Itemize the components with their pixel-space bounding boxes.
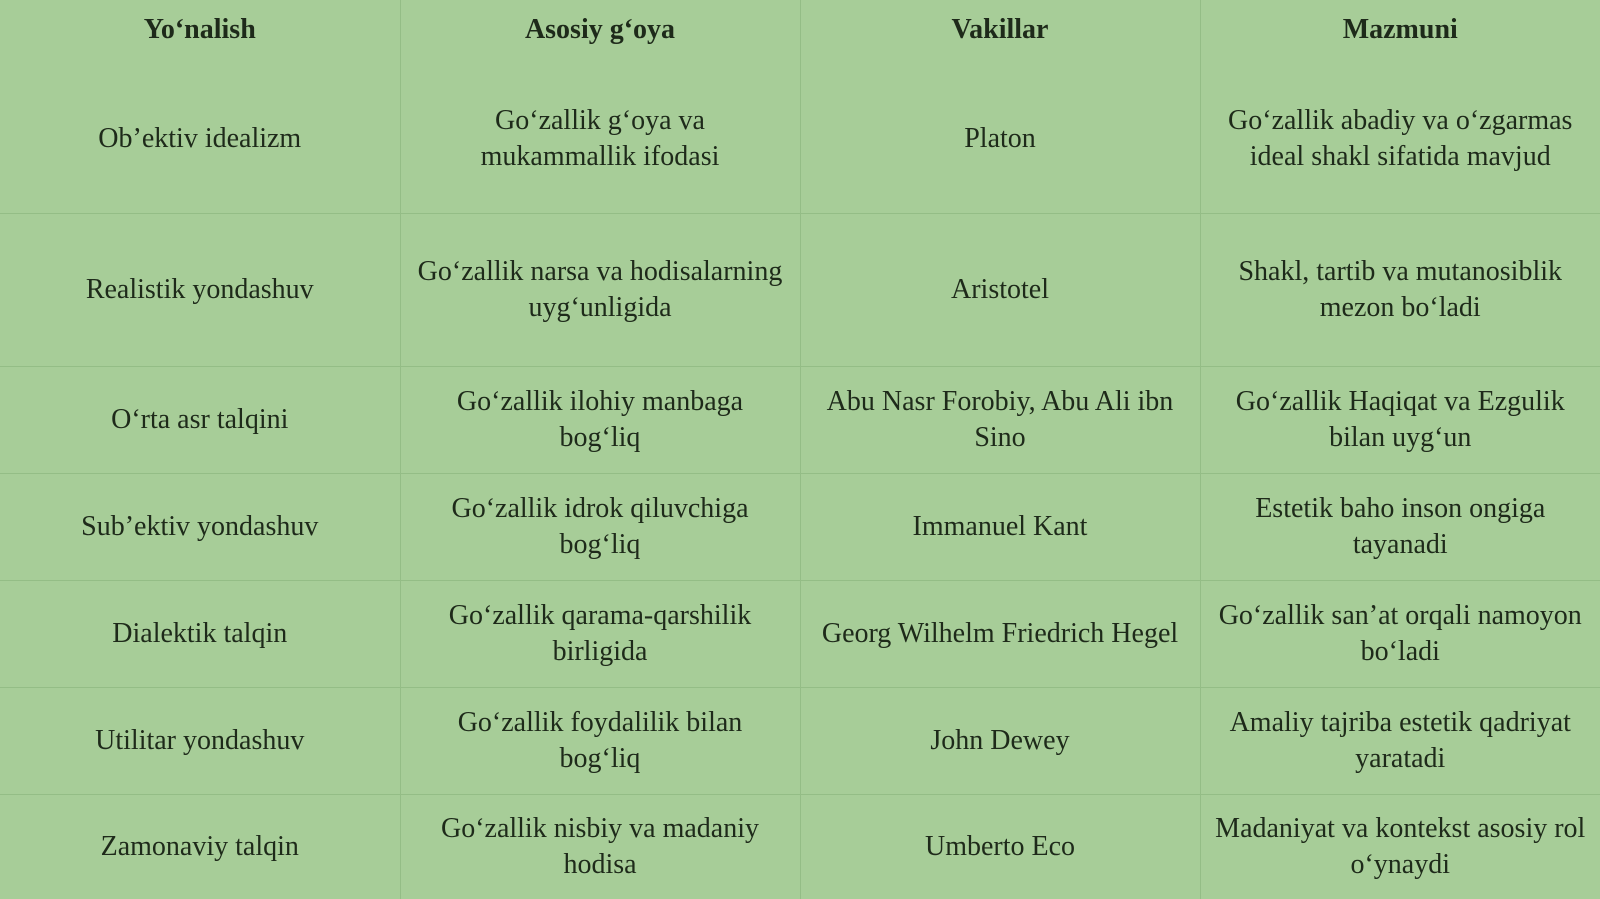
table-row <box>0 687 1600 794</box>
cell-direction: O‘rta asr talqini <box>0 366 400 473</box>
table-row <box>0 366 1600 473</box>
cell-main-idea: Go‘zallik idrok qiluvchiga bog‘liq <box>400 473 800 580</box>
cell-direction: Ob’ektiv idealizm <box>0 66 400 213</box>
cell-main-idea: Go‘zallik narsa va hodisalarning uyg‘unligida <box>400 213 800 366</box>
cell-main-idea: Go‘zallik ilohiy manbaga bog‘liq <box>400 366 800 473</box>
cell-content: Amaliy tajriba estetik qadriyat yaratadi <box>1200 687 1600 794</box>
cell-representatives: Aristotel <box>800 213 1200 366</box>
column-header-content: Mazmuni <box>1342 14 1458 45</box>
table-row <box>0 213 1600 366</box>
cell-content: Madaniyat va kontekst asosiy rol o‘ynaydi <box>1215 812 1586 880</box>
table-row <box>0 794 1600 899</box>
cell-content: Go‘zallik san’at orqali namoyon bo‘ladi <box>1200 580 1600 687</box>
cell-representatives: Abu Nasr Forobiy, Abu Ali ibn Sino <box>800 366 1200 473</box>
cell-direction: Dialektik talqin <box>0 580 400 687</box>
cell-content: Go‘zallik Haqiqat va Ezgulik bilan uyg‘un <box>1200 366 1600 473</box>
table-row <box>0 473 1600 580</box>
cell-direction: Zamonaviy talqin <box>0 794 400 899</box>
table-row <box>0 580 1600 687</box>
cell-content: Estetik baho inson ongiga tayanadi <box>1200 473 1600 580</box>
cell-direction: Realistik yondashuv <box>0 213 400 366</box>
cell-content: Shakl, tartib va mutanosiblik mezon bo‘ladi <box>1200 213 1600 366</box>
cell-representatives: John Dewey <box>800 687 1200 794</box>
cell-representatives: Georg Wilhelm Friedrich Hegel <box>800 580 1200 687</box>
cell-main-idea: Go‘zallik qarama-qarshilik birligida <box>400 580 800 687</box>
column-header-main-idea: Asosiy g‘oya <box>400 0 800 66</box>
cell-direction: Utilitar yondashuv <box>0 687 400 794</box>
cell-main-idea: Go‘zallik foydalilik bilan bog‘liq <box>400 687 800 794</box>
table-row <box>0 66 1600 213</box>
cell-representatives: Umberto Eco <box>800 794 1200 899</box>
cell-main-idea: Go‘zallik nisbiy va madaniy hodisa <box>400 794 800 899</box>
column-header-representatives: Vakillar <box>800 0 1200 66</box>
cell-representatives: Platon <box>800 66 1200 213</box>
cell-main-idea: Go‘zallik g‘oya va mukammallik ifodasi <box>400 66 800 213</box>
cell-representatives: Immanuel Kant <box>800 473 1200 580</box>
column-header-direction: Yo‘nalish <box>0 0 400 66</box>
cell-direction: Sub’ektiv yondashuv <box>0 473 400 580</box>
table-header-row <box>0 0 1600 66</box>
cell-content: Go‘zallik abadiy va o‘zgarmas ideal shakl sifatida mavjud <box>1200 66 1600 213</box>
